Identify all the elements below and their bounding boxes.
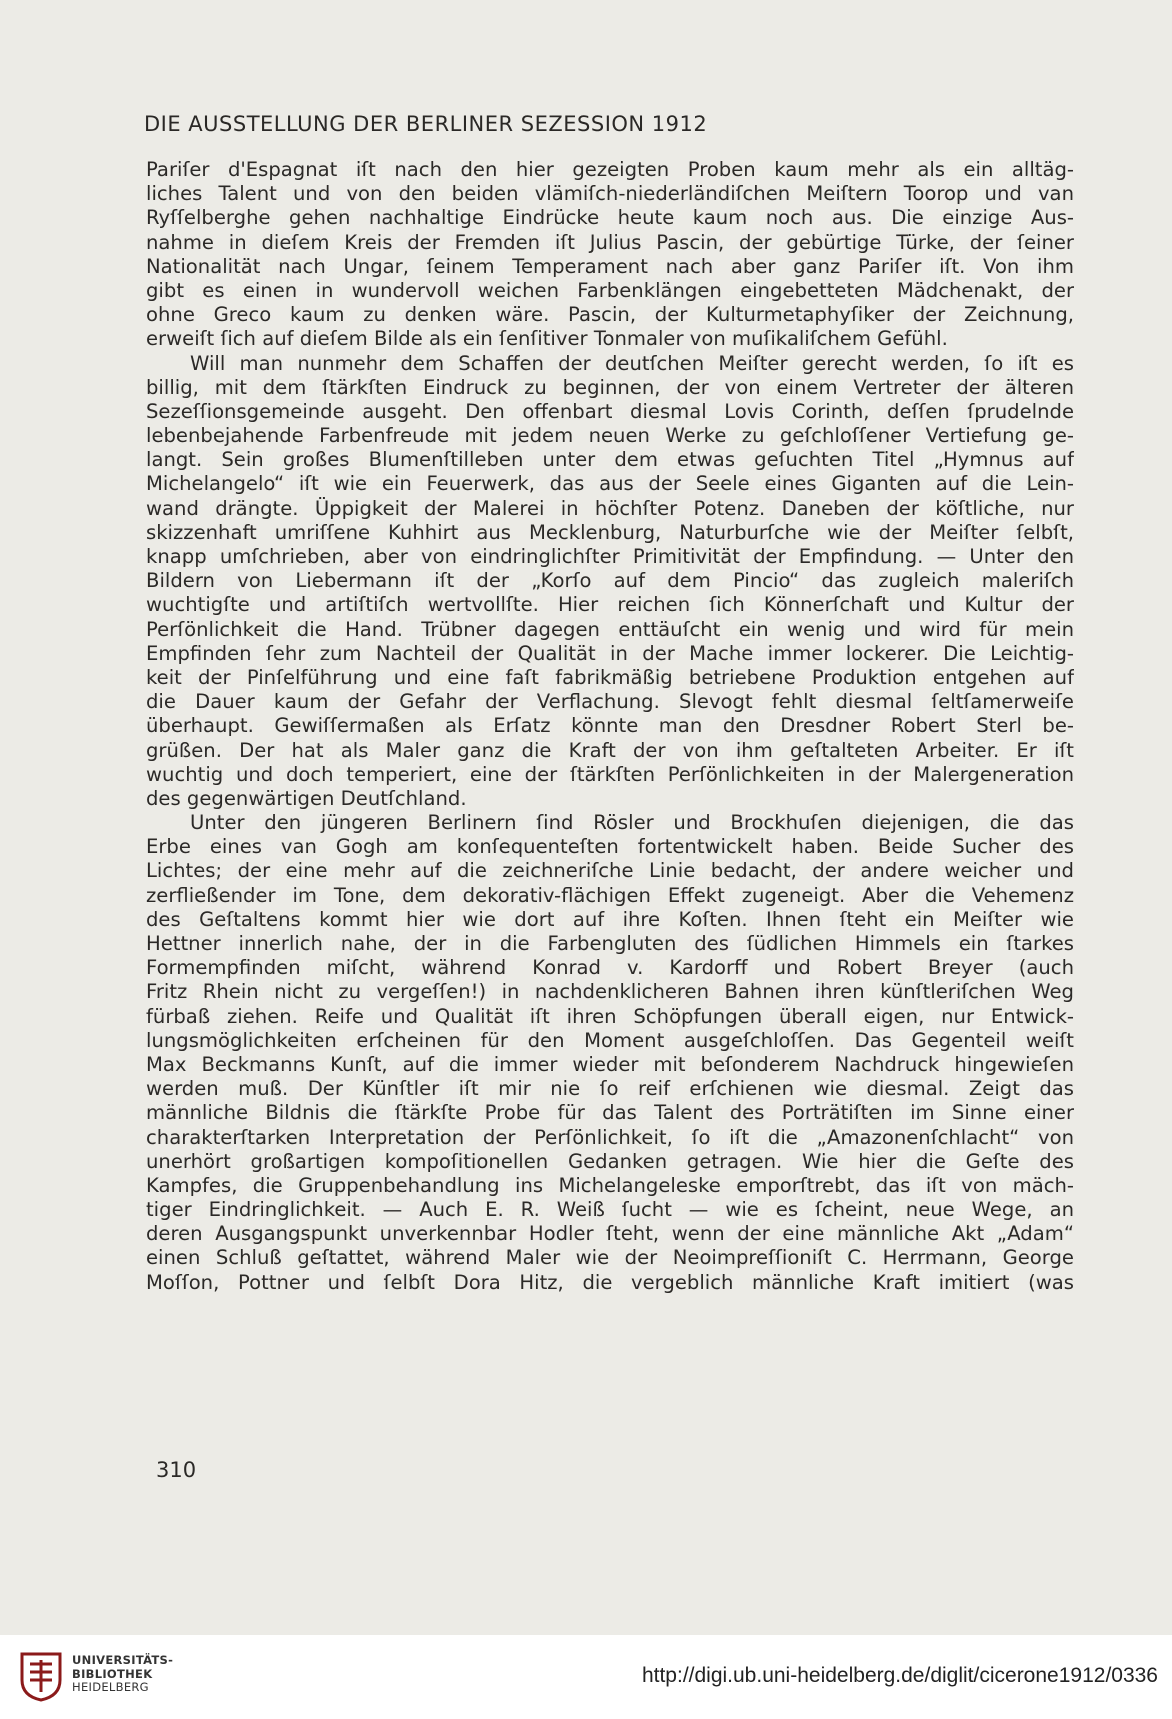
- text-line: wuchtig und doch temperiert, eine der ſtärkſten Perſönlichkeiten in der Malergeneration: [146, 762, 1074, 786]
- text-line: Kampfes, die Gruppenbehandlung ins Michelangeleske emporſtrebt, das iſt von mäch-: [146, 1173, 1074, 1197]
- university-logo-icon: [18, 1650, 64, 1702]
- library-name: [72, 1654, 173, 1695]
- text-line: fürbaß ziehen. Reife und Qualität iſt ihren Schöpfungen überall eigen, nur Entwick-: [146, 1004, 1074, 1028]
- text-line: des gegenwärtigen Deutſchland.: [146, 786, 467, 810]
- text-line: erweiſt ſich auf dieſem Bilde als ein ſenſitiver Tonmaler von muſikaliſchem Gefühl.: [146, 327, 948, 351]
- text-line: Erbe eines van Gogh am konſequenteſten fortentwickelt haben. Beide Sucher des: [146, 835, 1074, 859]
- page-header: DIE AUSSTELLUNG DER BERLINER SEZESSION 1912: [144, 112, 708, 136]
- article-body: [146, 158, 1074, 1295]
- text-line: liches Talent und von den beiden vlämiſch-niederländiſchen Meiſtern Toorop und van: [146, 182, 1074, 206]
- text-line: wuchtigſte und artiſtiſch wertvollſte. Hier reichen ſich Könnerſchaft und Kultur der: [146, 593, 1074, 617]
- library-name-line2: BIBLIOTHEK: [72, 1666, 153, 1681]
- text-line: Moſſon, Pottner und ſelbſt Dora Hitz, die vergeblich männliche Kraft imitiert (was: [146, 1270, 1074, 1294]
- text-line: werden muß. Der Künſtler iſt mir nie ſo reif erſchienen wie diesmal. Zeigt das: [146, 1077, 1074, 1101]
- text-line: nahme in dieſem Kreis der Fremden iſt Julius Pascin, der gebürtige Türke, der ſeiner: [146, 230, 1074, 254]
- text-line: unerhört großartigen kompoſitionellen Gedanken getragen. Wie hier die Geſte des: [146, 1149, 1074, 1173]
- text-line: Unter den jüngeren Berlinern ſind Rösler und Brockhuſen diejenigen, die das: [190, 811, 1074, 835]
- text-line: zerfließender im Tone, dem dekorativ-flächigen Effekt zugeneigt. Aber die Vehemenz: [146, 883, 1074, 907]
- text-line: Sezeſſionsgemeinde ausgeht. Den offenbart diesmal Lovis Corinth, deſſen ſprudelnde: [146, 399, 1074, 423]
- text-line: Formempfinden miſcht, während Konrad v. Kardorff und Robert Breyer (auch: [146, 956, 1074, 980]
- page-number: 310: [156, 1458, 197, 1482]
- text-line: skizzenhaft umriſſene Kuhhirt aus Mecklenburg, Naturburſche wie der Meiſter ſelbſt,: [146, 520, 1074, 544]
- text-line: wand drängte. Üppigkeit der Malerei in höchſter Potenz. Daneben der köſtliche, nur: [146, 496, 1074, 520]
- text-line: Bildern von Liebermann iſt der „Korſo auf dem Pincio“ das zugleich maleriſch: [146, 569, 1074, 593]
- text-line: Pariſer d'Espagnat iſt nach den hier gezeigten Proben kaum mehr als ein alltäg-: [146, 158, 1074, 181]
- library-name-line1: UNIVERSITÄTS-: [72, 1653, 174, 1667]
- text-line: des Geſtaltens kommt hier wie dort auf ihre Koſten. Ihnen ſteht ein Meiſter wie: [146, 907, 1074, 931]
- text-line: Ryſſelberghe gehen nachhaltige Eindrücke heute kaum noch aus. Die einzige Aus-: [146, 206, 1074, 230]
- text-line: die Dauer kaum der Gefahr der Verflachung. Slevogt fehlt diesmal ſeltſamerweiſe: [146, 690, 1074, 714]
- library-name-line3: HEIDELBERG: [72, 1680, 149, 1694]
- text-line: Fritz Rhein nicht zu vergeſſen!) in nachdenklicheren Bahnen ihren künſtleriſchen Weg: [146, 980, 1074, 1004]
- text-line: lebenbejahende Farbenfreude mit jedem neuen Werke zu geſchloſſener Vertiefung ge-: [146, 424, 1074, 448]
- text-line: grüßen. Der hat als Maler ganz die Kraft der von ihm geſtalteten Arbeiter. Er iſt: [146, 738, 1074, 762]
- text-line: gibt es einen in wundervoll weichen Farbenklängen eingebetteten Mädchenakt, der: [146, 278, 1074, 302]
- text-line: Will man nunmehr dem Schaffen der deutſchen Meiſter gerecht werden, ſo iſt es: [190, 351, 1074, 375]
- text-line: einen Schluß geſtattet, während Maler wie der Neoimpreſſioniſt C. Herrmann, George: [146, 1246, 1074, 1270]
- text-line: billig, mit dem ſtärkſten Eindruck zu beginnen, der von einem Vertreter der älteren: [146, 375, 1074, 399]
- text-line: Michelangelo“ iſt wie ein Feuerwerk, das aus der Seele eines Giganten auf die Lein-: [146, 472, 1074, 496]
- text-line: deren Ausgangspunkt unverkennbar Hodler ſteht, wenn der eine männliche Akt „Adam“: [146, 1222, 1074, 1246]
- text-line: charakterſtarken Interpretation der Perſönlichkeit, ſo iſt die „Amazonenſchlacht“ von: [146, 1125, 1074, 1149]
- text-line: Perſönlichkeit die Hand. Trübner dagegen enttäuſcht ein wenig und wird für mein: [146, 617, 1074, 641]
- source-url[interactable]: http://digi.ub.uni-heidelberg.de/diglit/cicerone1912/0336: [641, 1664, 1158, 1687]
- text-line: knapp umſchrieben, aber von eindringlichſter Primitivität der Empfindung. — Unter den: [146, 545, 1074, 568]
- text-line: keit der Pinſelführung und eine faſt fabrikmäßig betriebene Produktion entgehen auf: [146, 665, 1074, 689]
- text-line: männliche Bildnis die ſtärkſte Probe für das Talent des Porträtiſten im Sinne einer: [146, 1101, 1074, 1125]
- text-line: Lichtes; der eine mehr auf die zeichneriſche Linie bedacht, der andere weicher und: [146, 859, 1074, 883]
- text-line: langt. Sein großes Blumenſtilleben unter dem etwas geſuchten Titel „Hymnus auf: [146, 448, 1074, 472]
- text-line: Empfinden ſehr zum Nachteil der Qualität in der Mache immer lockerer. Die Leichtig-: [146, 641, 1074, 665]
- text-line: Nationalität nach Ungar, ſeinem Temperament nach aber ganz Pariſer iſt. Von ihm: [146, 254, 1074, 278]
- text-line: ohne Greco kaum zu denken wäre. Pascin, der Kulturmetaphyſiker der Zeichnung,: [146, 303, 1074, 327]
- text-line: überhaupt. Gewiſſermaßen als Erſatz könnte man den Dresdner Robert Sterl be-: [146, 714, 1074, 738]
- text-line: Max Beckmanns Kunſt, auf die immer wieder mit beſonderem Nachdruck hingewieſen: [146, 1052, 1074, 1076]
- text-line: tiger Eindringlichkeit. — Auch E. R. Weiß ſucht — wie es ſcheint, neue Wege, an: [146, 1198, 1074, 1222]
- text-line: lungsmöglichkeiten erſcheinen für den Moment ausgeſchloſſen. Das Gegenteil weiſt: [146, 1028, 1074, 1052]
- text-line: Hettner innerlich nahe, der in die Farbengluten des ſüdlichen Himmels ein ſtarkes: [146, 932, 1074, 955]
